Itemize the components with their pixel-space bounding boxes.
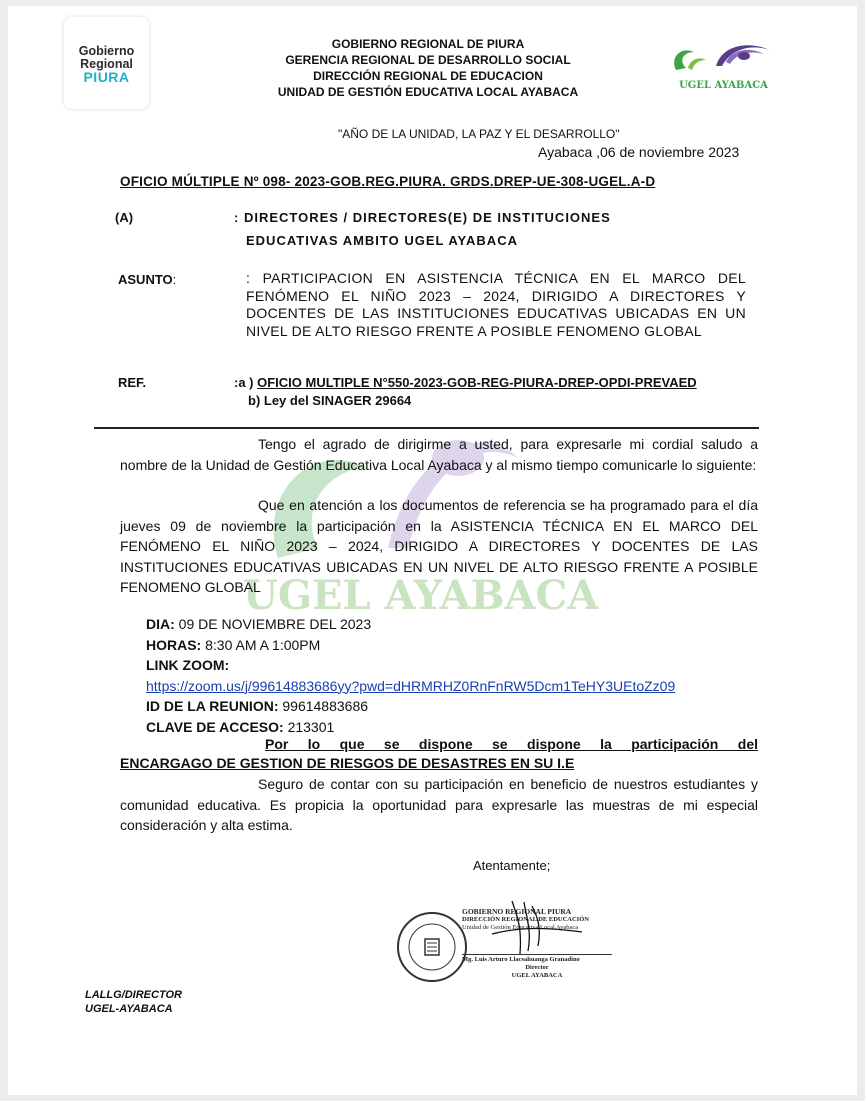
hours-label: HORAS:: [146, 636, 202, 653]
handwritten-signature: [462, 932, 612, 954]
document-title: OFICIO MÚLTIPLE Nº 098- 2023-GOB.REG.PIURA. GRDS.DREP-UE-308-UGEL.A-D: [120, 174, 656, 189]
passcode-label: CLAVE DE ACCESO:: [146, 718, 284, 735]
ugel-emblem-icon: [666, 36, 781, 80]
day-value: 09 DE NOVIEMBRE DEL 2023: [174, 616, 372, 632]
logo-line-2: Regional: [80, 57, 133, 71]
disposition-line-1: Por lo que se dispone se dispone la participación del: [265, 736, 758, 752]
meeting-details: [146, 614, 766, 737]
stamp-line-3: Unidad de Gestión Educativa Local Ayabaca: [462, 924, 579, 931]
signer-org: UGEL AYABACA: [511, 972, 563, 979]
ref-a-prefix: :a ): [234, 375, 258, 390]
hours-value: 8:30 AM A 1:00PM: [201, 636, 321, 653]
round-seal-text: [396, 911, 397, 912]
meeting-id-label: ID DE LA REUNION:: [146, 698, 279, 714]
place-date: Ayabaca ,06 de noviembre 2023: [538, 144, 740, 160]
closing-paragraph: [120, 774, 758, 836]
to-line-2: EDUCATIVAS AMBITO UGEL AYABACA: [246, 233, 518, 248]
paragraph-1: [120, 434, 758, 475]
signature-scribble-icon: [462, 896, 612, 956]
day-row: [146, 614, 766, 635]
footer: [85, 988, 182, 1016]
logo-line-3: PIURA: [83, 69, 130, 85]
ref-b: b) Ley del SINAGER 29664: [248, 393, 412, 408]
subject-label-text: ASUNTO: [118, 272, 173, 287]
signer-name: Mg. Luis Arturo Llacsahuanga Granadino: [462, 954, 612, 964]
disposition-line-2: ENCARGAGO DE GESTION DE RIESGOS DE DESASTRES EN SU I.E: [120, 755, 575, 771]
signer-role: Director: [525, 964, 549, 971]
header-line-3: DIRECCIÓN REGIONAL DE EDUCACION: [313, 69, 543, 83]
footer-line-1: LALLG/DIRECTOR: [85, 989, 182, 1001]
watermark-text-value: UGEL AYABACA: [243, 572, 599, 619]
round-seal-icon: [396, 911, 468, 983]
round-seal: [396, 911, 468, 983]
ugel-logo-text: UGEL AYABACA: [679, 80, 768, 91]
zoom-label: LINK ZOOM:: [146, 657, 230, 673]
meeting-id-value: 99614883686: [278, 698, 369, 714]
to-line-1: : DIRECTORES / DIRECTORES(E) DE INSTITUCIONES: [234, 210, 611, 225]
signature-stamp: [462, 908, 612, 980]
header-line-1: GOBIERNO REGIONAL DE PIURA: [331, 37, 525, 51]
footer-line-2: UGEL-AYABACA: [85, 1003, 173, 1015]
header-line-2: GERENCIA REGIONAL DE DESARROLLO SOCIAL: [285, 53, 571, 67]
subject-label: [118, 272, 176, 287]
stamp-line-1: GOBIERNO REGIONAL PIURA: [462, 907, 572, 916]
year-motto: "AÑO DE LA UNIDAD, LA PAZ Y EL DESARROLLO": [338, 127, 620, 141]
paragraph-1-text: Tengo el agrado de dirigirme a usted, para expresarle mi cordial saludo a nombre de la Unidad de Gestión Educativa Local Ayabaca y al mismo tiempo comunicarle lo siguiente:: [120, 436, 758, 473]
meeting-id-row: [146, 696, 766, 717]
gobierno-regional-piura-logo: [64, 17, 149, 109]
zoom-link-row: [146, 676, 766, 697]
signoff: Atentamente;: [473, 858, 551, 873]
ref-a: [234, 375, 697, 390]
paragraph-2-text: Que en atención a los documentos de referencia se ha programado para el día jueves 09 de noviembre la participación en la ASISTENCIA TÉCNICA EN EL MARCO DEL FENÓMENO EL NIÑO 2023 – 2024, DIRIGIDO A DIRECTORES Y DOCENTES DE LAS INSTITUCIONES EDUCATIVAS UBICADAS EN UN NIVEL DE ALTO RIESGO FRENTE A POSIBLE FENOMENO GLOBAL: [120, 497, 758, 595]
document-page: [8, 6, 857, 1095]
closing-text: Seguro de contar con su participación en beneficio de nuestros estudiantes y comunidad educativa. Es propicia la oportunidad para expresarle las muestras de mi especial consideración y alta estima.: [120, 776, 758, 833]
stamp-line-2: DIRECCIÓN REGIONAL DE EDUCACIÓN: [462, 916, 589, 923]
to-label: (A): [115, 210, 134, 225]
header-block: [258, 36, 598, 100]
zoom-link[interactable]: https://zoom.us/j/99614883686yy?pwd=dHRMRHZ0RnFnRW5Dcm1TeHY3UEtoZz09: [146, 677, 676, 694]
subject-label-colon: :: [172, 272, 177, 287]
header-line-4: UNIDAD DE GESTIÓN EDUCATIVA LOCAL AYABACA: [277, 85, 579, 99]
passcode-value: 213301: [283, 718, 335, 735]
ugel-ayabaca-logo: [666, 36, 781, 96]
subject-text: : PARTICIPACION EN ASISTENCIA TÉCNICA EN EL MARCO DEL FENÓMENO EL NIÑO 2023 – 2024, DIRIGIDO A DIRECTORES Y DOCENTES DE LAS INSTITUCIONES EDUCATIVAS UBICADAS EN UN NIVEL DE ALTO RIESGO FRENTE A POSIBLE FENOMENO GLOBAL: [246, 270, 746, 339]
paragraph-2: [120, 495, 758, 598]
hours-row: [146, 635, 766, 656]
logo-line-1: Gobierno: [78, 44, 135, 58]
ref-label: REF.: [118, 375, 147, 390]
ref-a-text: OFICIO MULTIPLE N°550-2023-GOB-REG-PIURA-DREP-OPDI-PREVAED: [257, 375, 697, 390]
day-label: DIA:: [146, 616, 175, 632]
